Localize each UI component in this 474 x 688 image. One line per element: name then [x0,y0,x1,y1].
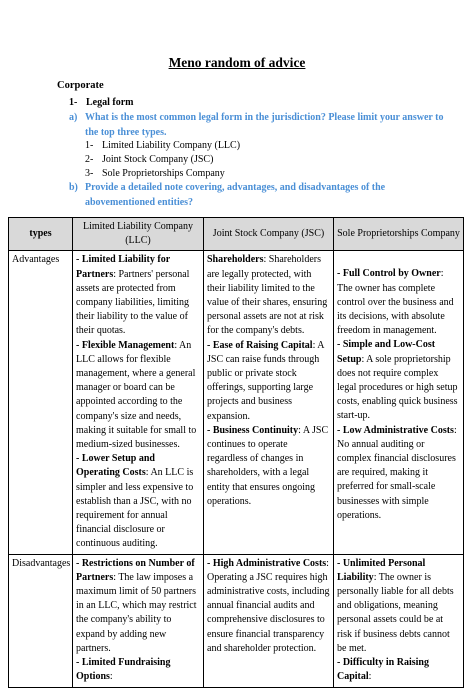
list-item: - Limited Fundraising Options: [76,657,171,683]
row-label-advantages: Advantages [9,251,73,554]
cell-jsc-advantages [204,251,334,554]
option-item [85,153,240,167]
option-item [85,139,240,153]
question-a-text: What is the most common legal form in the jurisdiction? Please limit your answer to the top three types. [85,112,444,138]
option-item [85,167,240,181]
header-sole: Sole Proprietorships Company [334,218,464,251]
list-heading-text: Legal form [86,97,134,108]
table-header-row [9,218,464,251]
header-types: types [9,218,73,251]
list-heading-number: 1- [69,97,78,108]
option-number: 3- [85,168,94,180]
cell-sole-disadvantages [334,554,464,687]
option-number: 1- [85,140,94,151]
list-heading [69,97,134,108]
table-row-advantages [9,251,464,554]
list-item: - Unlimited Personal Liability: The owner is personally liable for all debts and obligations, meaning personal assets could be at risk if business debts cannot be met. [337,557,454,654]
option-text: Limited Liability Company (LLC) [102,140,241,151]
cell-jsc-disadvantages [204,554,334,687]
option-number: 2- [85,154,94,166]
list-item: - Business Continuity: A JSC continues to operate regardless of changes in shareholders, with a legal entity that ensures ongoing operations. [207,424,329,507]
options-list [85,139,240,182]
table-row-disadvantages [9,554,464,687]
document-title: Meno random of advice [168,55,306,70]
list-item: - Ease of Raising Capital: A JSC can raise funds through public or private stock offerings, supporting large projects and business expansion. [207,339,324,422]
list-item: - Difficulty in Raising Capital: [337,657,429,683]
cell-llc-disadvantages [73,554,204,687]
header-llc: Limited Liability Company (LLC) [73,218,204,251]
list-item: - High Administrative Costs: Operating a JSC requires high administrative costs, including annual financial audits and comprehensive disclosures to ensure financial transparency and shareholder protection. [207,557,330,654]
list-item: - Flexible Management: An LLC allows for flexible management, where a general manager or board can be appointed according to the company's size and needs, making it suitable for small to medium-sized businesses. [76,339,197,451]
list-item: - Simple and Low-Cost Setup: A sole proprietorship does not require complex legal procedures or high setup costs, enabling quick business start-up. [337,339,458,422]
comparison-table [8,217,464,688]
question-b-marker: b) [69,182,78,193]
option-text: Sole Proprietorships Company [102,168,225,180]
list-item: - Restrictions on Number of Partners: The law imposes a maximum limit of 50 partners in an LLC, which may restrict the company's ability to expand by adding new partners. [76,557,197,654]
row-label-disadvantages: Disadvantages [9,554,73,687]
question-b-text: Provide a detailed note covering, advantages, and disadvantages of the abovementioned entities? [85,182,386,208]
question-a-marker: a) [69,112,78,123]
list-item: - Lower Setup and Operating Costs: An LLC is simpler and less expensive to establish than a JSC, with no requirement for annual financial disclosure or continuous auditing. [76,453,194,550]
section-heading: Corporate [57,80,104,91]
option-text: Joint Stock Company (JSC) [102,154,214,166]
list-item: - Limited Liability for Partners: Partners' personal assets are protected from company liabilities, limiting their liability to the value of their quotas. [76,254,190,337]
list-item: - Full Control by Owner: The owner has complete control over the business and its decisions, with absolute freedom in management. [337,268,454,337]
list-item: - Low Administrative Costs: No annual auditing or complex financial disclosures are required, making it preferred for small-scale businesses with simple operations. [337,424,457,521]
cell-llc-advantages [73,251,204,554]
cell-sole-advantages [334,251,464,554]
header-jsc: Joint Stock Company (JSC) [204,218,334,251]
question-b [69,181,449,210]
list-item: Shareholders: Shareholders are legally protected, with their liability limited to the value of their shares, ensuring personal assets are not at risk for the company's debts. [207,254,328,337]
question-a [69,111,449,140]
